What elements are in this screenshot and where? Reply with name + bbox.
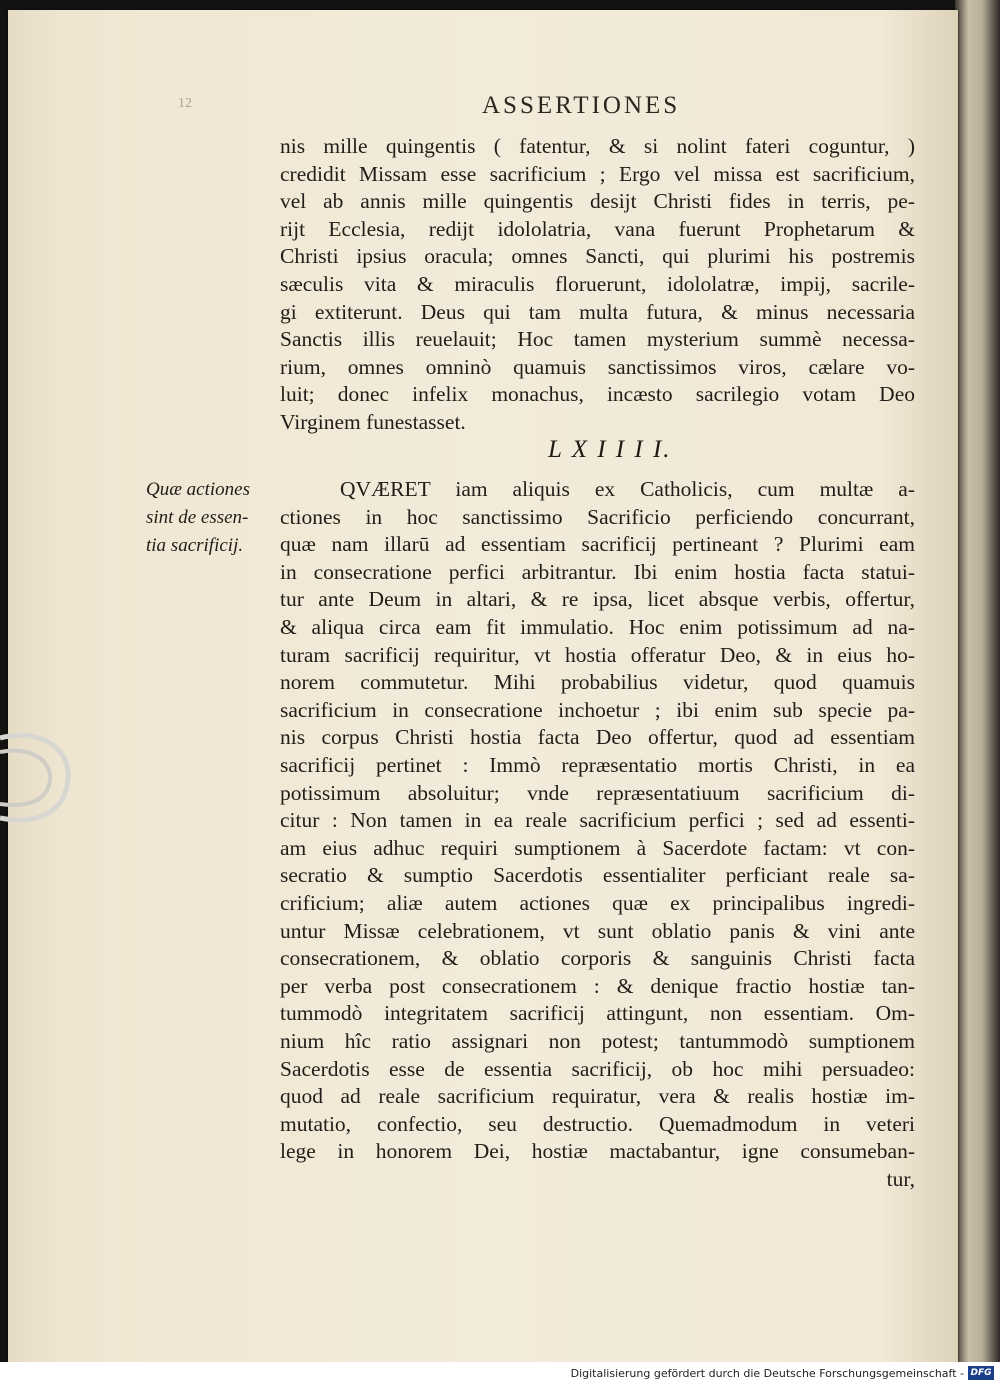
text-line: crificium; aliæ autem actiones quæ ex principalibus ingredi- [280, 891, 915, 915]
footer-bar [0, 1362, 1000, 1386]
section-number: L X I I I I. [548, 436, 672, 463]
running-title: ASSERTIONES [482, 92, 681, 119]
text-line: quod ad reale sacrificium requiratur, vera & realis hostiæ im- [280, 1084, 915, 1109]
text-line: Christi ipsius oracula; omnes Sancti, qui plurimi his postremis [280, 244, 915, 269]
text-line: nis corpus Christi hostia facta Deo offertur, quod ad essentiam [280, 725, 915, 750]
text-line: rijt Ecclesia, redijt idololatria, vana fuerunt Prophetarum & [280, 216, 915, 241]
text-line: sacrificium in consecratione inchoetur ; ibi enim sub specie pa- [280, 697, 915, 722]
footer-credit: Digitalisierung gefördert durch die Deutsche Forschungsgemeinschaft - [570, 1367, 964, 1380]
text-line: Sacerdotis esse de essentia sacrificij, ob hoc mihi persuadeo: [280, 1056, 915, 1081]
text-line: nis mille quingentis ( fatentur, & si nolint fateri coguntur, ) [280, 134, 915, 158]
text-line: Sanctis illis reuelauit; Hoc tamen mysterium summè necessa- [280, 327, 915, 352]
paper-clip-icon [0, 718, 72, 836]
text-line: in consecratione perfici arbitrantur. Ibi enim hostia facta statui- [280, 559, 915, 584]
text-line: per verba post consecrationem : & denique fractio hostiæ tan- [280, 973, 915, 998]
text-line: norem commutetur. Mihi probabilius videtur, quod quamuis [280, 670, 915, 695]
text-line: tummodò integritatem sacrificij attingunt, non essentiam. Om- [280, 1001, 915, 1026]
text-line: mutatio, confectio, seu destructio. Quemadmodum in veteri [280, 1111, 915, 1136]
text-line: quæ nam illarū ad essentiam sacrificij pertineant ? Plurimi eam [280, 532, 915, 557]
text-line: QVÆRET iam aliquis ex Catholicis, cum multæ a- [340, 477, 915, 501]
page-edge [955, 0, 1000, 1362]
margin-note-line: Quæ actiones [146, 479, 250, 500]
text-line: citur : Non tamen in ea reale sacrificium perfici ; sed ad essenti- [280, 808, 915, 833]
text-line: gi extiterunt. Deus qui tam multa futura, & minus necessaria [280, 299, 915, 324]
text-line: credidit Missam esse sacrificium ; Ergo vel missa est sacrificium, [280, 161, 915, 186]
page-number: 12 [178, 96, 192, 111]
dfg-logo: DFG [968, 1366, 994, 1380]
text-line: rium, omnes omninò quamuis sanctissimos viros, cælare vo- [280, 354, 915, 379]
margin-note-line: sint de essen- [146, 507, 249, 528]
text-line: Virginem funestasset. [280, 410, 466, 434]
show-through-text [158, 110, 218, 370]
margin-note-line: tia sacrificij. [146, 535, 244, 556]
text-line: tur, [886, 1167, 915, 1191]
text-line: potissimum absoluitur; vnde repræsentatiuum sacrificium di- [280, 780, 915, 805]
text-line: turam sacrificij requiritur, vt hostia offeratur Deo, & in eius ho- [280, 642, 915, 667]
text-line: untur Missæ celebrationem, vt sunt oblatio panis & vini ante [280, 918, 915, 943]
text-line: tur ante Deum in altari, & re ipsa, licet absque verbis, offertur, [280, 587, 915, 612]
text-line: consecrationem, & oblatio corporis & sanguinis Christi facta [280, 946, 915, 971]
text-line: lege in honorem Dei, hostiæ mactabantur, igne consumeban- [280, 1139, 915, 1164]
text-line: & aliqua circa eam fit immulatio. Hoc enim potissimum ad na- [280, 615, 915, 639]
text-line: sæculis vita & miraculis floruerunt, idololatræ, impij, sacrile- [280, 272, 915, 296]
text-line: vel ab annis mille quingentis desijt Christi fides in terris, pe- [280, 189, 915, 214]
text-line: nium hîc ratio assignari non potest; tantummodò sumptionem [280, 1029, 915, 1053]
text-line: ctiones in hoc sanctissimo Sacrificio perficiendo concurrant, [280, 504, 915, 529]
text-line: luit; donec infelix monachus, incæsto sacrilegio votam Deo [280, 382, 915, 407]
text-line: secratio & sumptio Sacerdotis essentialiter perficiant reale sa- [280, 863, 915, 888]
text-line: am eius adhuc requiri sumptionem à Sacerdote factam: vt con- [280, 835, 915, 860]
text-line: sacrificij pertinet : Immò repræsentatio mortis Christi, in ea [280, 753, 915, 777]
